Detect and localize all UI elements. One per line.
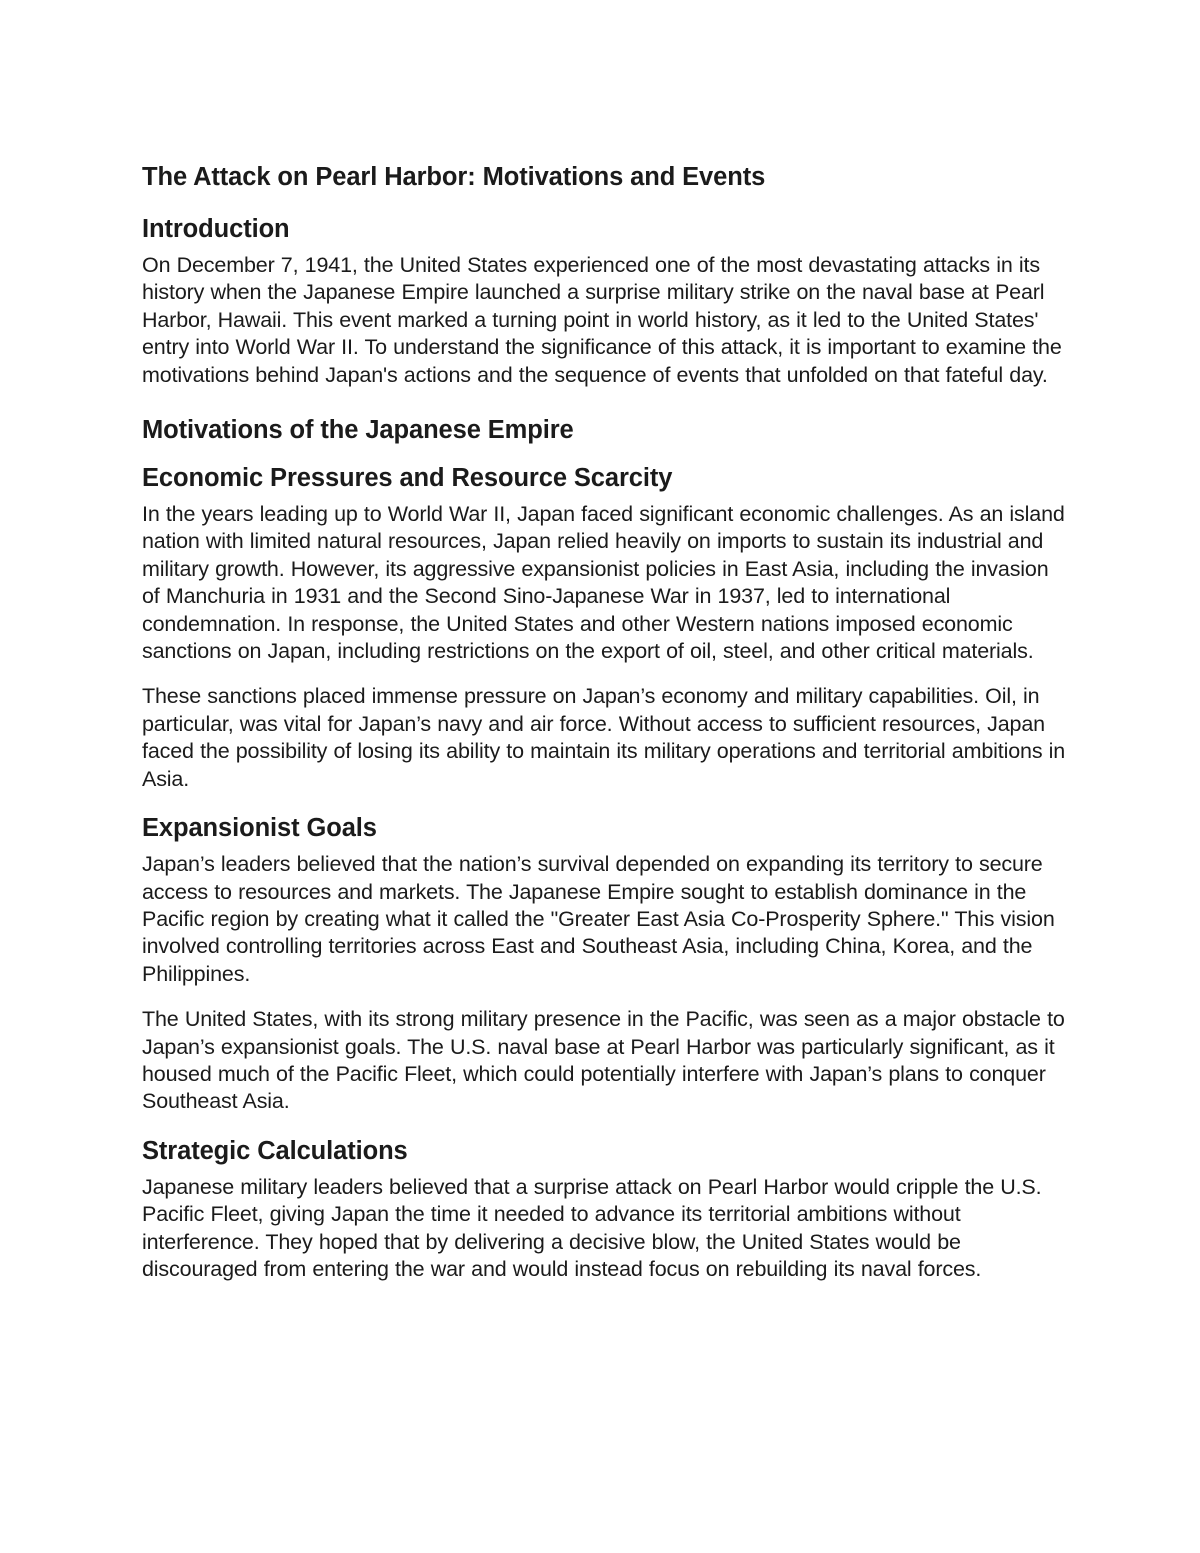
paragraph-economic-1: In the years leading up to World War II, Japan faced significant economic challenges. As an island nation with limited natural resources, Japan relied heavily on imports to sustain its industrial and military growth. However, its aggressive expansionist policies in East Asia, including the invasion of Manchuria in 1931 and the Second Sino-Japanese War in 1937, led to international condemnation. In response, the United States and other Western nations imposed economic sanctions on Japan, including restrictions on the export of oil, steel, and other critical materials. — [142, 502, 1065, 664]
paragraph-strategic-1: Japanese military leaders believed that a surprise attack on Pearl Harbor would cripple the U.S. Pacific Fleet, giving Japan the time it needed to advance its territorial ambitions without interference. They hoped that by delivering a decisive blow, the United States would be discouraged from entering the war and would instead focus on rebuilding its naval forces. — [142, 1174, 1042, 1281]
document-title: The Attack on Pearl Harbor: Motivations and Events — [142, 163, 766, 191]
section-heading-motivations: Motivations of the Japanese Empire — [142, 416, 574, 445]
document-page — [142, 160, 1072, 1301]
paragraph-expansionist-1: Japan’s leaders believed that the nation’s survival depended on expanding its territory to secure access to resources and markets. The Japanese Empire sought to establish dominance in the Pacific region by creating what it called the "Greater East Asia Co-Prosperity Sphere." This vision involved controlling territories across East and Southeast Asia, including China, Korea, and the Philippines. — [142, 852, 1055, 986]
paragraph-expansionist-2: The United States, with its strong military presence in the Pacific, was seen as a major obstacle to Japan’s expansionist goals. The U.S. naval base at Pearl Harbor was particularly significant, as it housed much of the Pacific Fleet, which could potentially interfere with Japan’s plans to conquer Southeast Asia. — [142, 1007, 1065, 1114]
section-heading-introduction: Introduction — [142, 215, 290, 243]
subsection-heading-strategic: Strategic Calculations — [142, 1136, 408, 1165]
paragraph-introduction: On December 7, 1941, the United States experienced one of the most devastating attacks in its history when the Japanese Empire launched a surprise military strike on the naval base at Pearl Harbor, Hawaii. This event marked a turning point in world history, as it led to the United States' entry into World War II. To understand the significance of this attack, it is important to examine the motivations behind Japan's actions and the sequence of events that unfolded on that fateful day. — [142, 253, 1062, 387]
subsection-heading-expansionist: Expansionist Goals — [142, 814, 377, 843]
subsection-heading-economic: Economic Pressures and Resource Scarcity — [142, 464, 673, 493]
paragraph-economic-2: These sanctions placed immense pressure on Japan’s economy and military capabilities. Oil, in particular, was vital for Japan’s navy and air force. Without access to sufficient resources, Japan faced the possibility of losing its ability to maintain its military operations and territorial ambitions in Asia. — [142, 684, 1066, 791]
